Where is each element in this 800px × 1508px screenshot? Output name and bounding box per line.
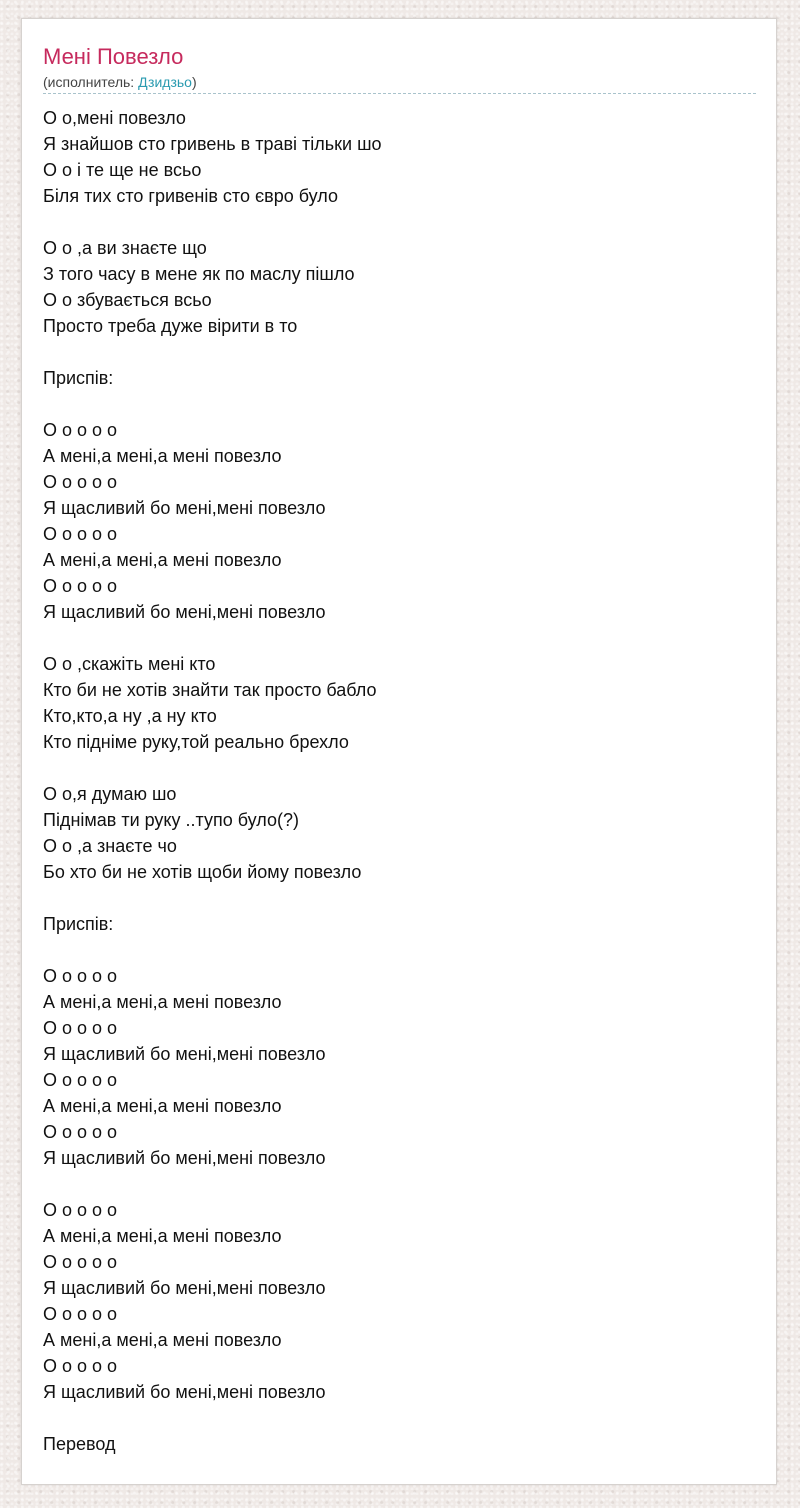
lyric-line: Я щасливий бо мені,мені повезло xyxy=(43,1148,326,1168)
lyric-line: А мені,а мені,а мені повезло xyxy=(43,446,282,466)
lyric-line: О о о о о xyxy=(43,1252,118,1272)
lyric-line: Бо хто би не хотів щоби йому повезло xyxy=(43,862,362,882)
lyric-blank-line xyxy=(43,391,753,417)
lyric-line: О о о о о xyxy=(43,1304,118,1324)
lyric-line: О о ,а знаєте чо xyxy=(43,836,177,856)
lyric-line: О о о о о xyxy=(43,966,118,986)
lyrics-body xyxy=(43,105,753,1457)
title-divider xyxy=(43,93,756,94)
lyric-blank-line xyxy=(43,755,753,781)
lyric-line: А мені,а мені,а мені повезло xyxy=(43,992,282,1012)
lyrics-card xyxy=(21,18,777,1485)
lyric-line: Я щасливий бо мені,мені повезло xyxy=(43,1278,326,1298)
lyric-line: О о ,скажіть мені кто xyxy=(43,654,216,674)
lyric-blank-line xyxy=(43,1171,753,1197)
lyric-line: О о о о о xyxy=(43,1018,118,1038)
lyric-line: Перевод xyxy=(43,1434,116,1454)
lyric-line: А мені,а мені,а мені повезло xyxy=(43,1330,282,1350)
lyric-line: О о о о о xyxy=(43,1200,118,1220)
lyric-blank-line xyxy=(43,885,753,911)
lyric-blank-line xyxy=(43,339,753,365)
lyric-line: О о о о о xyxy=(43,524,118,544)
lyric-line: Я щасливий бо мені,мені повезло xyxy=(43,1044,326,1064)
artist-suffix: ) xyxy=(191,74,197,90)
lyric-line: А мені,а мені,а мені повезло xyxy=(43,550,282,570)
lyric-blank-line xyxy=(43,625,753,651)
lyric-line: О о,я думаю шо xyxy=(43,784,177,804)
lyric-line: Приспів: xyxy=(43,368,114,388)
lyric-line: О о збувається всьо xyxy=(43,290,212,310)
lyric-line: Піднімав ти руку ..тупо було(?) xyxy=(43,810,299,830)
lyric-line: Я щасливий бо мені,мені повезло xyxy=(43,498,326,518)
lyric-line: Просто треба дуже вірити в то xyxy=(43,316,298,336)
lyric-line: О о о о о xyxy=(43,1356,118,1376)
lyric-line: О о о о о xyxy=(43,1070,118,1090)
lyric-line: О о о о о xyxy=(43,576,118,596)
lyric-line: О о о о о xyxy=(43,472,118,492)
lyric-line: Я щасливий бо мені,мені повезло xyxy=(43,602,326,622)
lyric-line: О о,мені повезло xyxy=(43,108,186,128)
lyric-line: Біля тих сто гривенів сто євро було xyxy=(43,186,338,206)
lyric-line: Я щасливий бо мені,мені повезло xyxy=(43,1382,326,1402)
lyric-line: О о і те ще не всьо xyxy=(43,160,202,180)
lyric-line: О о ,а ви знаєте що xyxy=(43,238,207,258)
lyric-line: Кто би не хотів знайти так просто бабло xyxy=(43,680,377,700)
song-title: Мені Повезло xyxy=(43,44,184,69)
artist-line xyxy=(43,74,197,91)
lyric-line: З того часу в мене як по маслу пішло xyxy=(43,264,355,284)
lyric-line: Я знайшов сто гривень в траві тільки шо xyxy=(43,134,382,154)
lyric-blank-line xyxy=(43,937,753,963)
artist-prefix: (исполнитель: xyxy=(43,74,139,90)
lyric-line: А мені,а мені,а мені повезло xyxy=(43,1226,282,1246)
lyric-line: А мені,а мені,а мені повезло xyxy=(43,1096,282,1116)
artist-link[interactable]: Дзидзьо xyxy=(138,74,192,90)
lyric-line: О о о о о xyxy=(43,1122,118,1142)
lyric-blank-line xyxy=(43,209,753,235)
lyric-line: Приспів: xyxy=(43,914,114,934)
lyric-line: Кто,кто,а ну ,а ну кто xyxy=(43,706,217,726)
lyric-line: Кто підніме руку,той реально брехло xyxy=(43,732,349,752)
lyric-line: О о о о о xyxy=(43,420,118,440)
lyric-blank-line xyxy=(43,1405,753,1431)
